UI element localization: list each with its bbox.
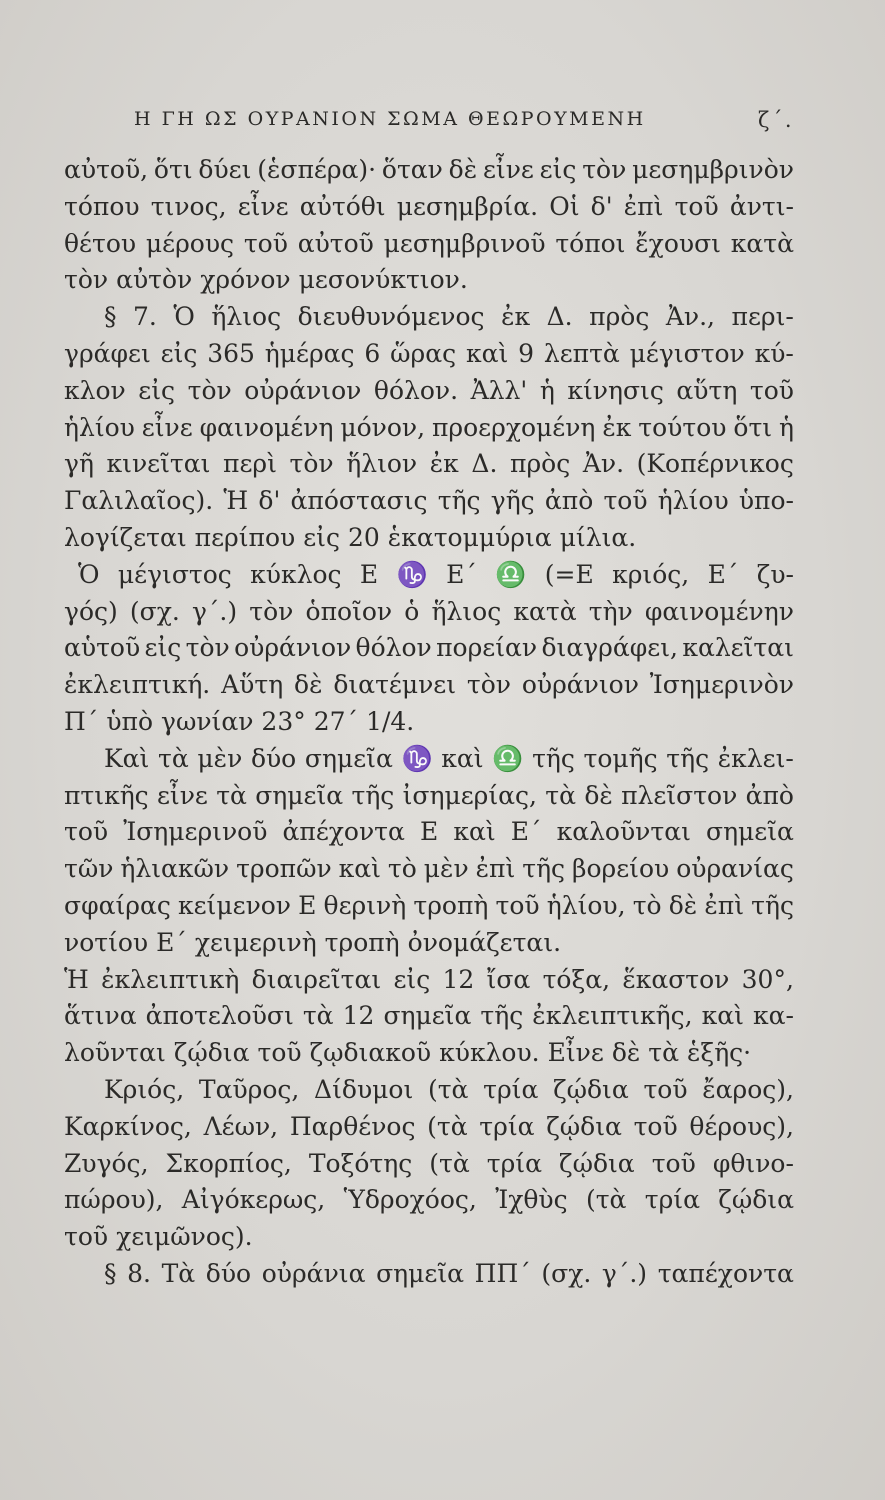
text-line: τῶν ἡλιακῶν τροπῶν καὶ τὸ μὲν ἐπὶ τῆς βορείου οὐρανίας	[64, 854, 794, 884]
text-line: σφαίρας κείμενον Ε θερινὴ τροπὴ τοῦ ἡλίου, τὸ δὲ ἐπὶ τῆς	[64, 890, 794, 920]
text-line: τὸν αὐτὸν χρόνον μεσονύκτιον.	[64, 265, 468, 295]
text-line: ἐκλειπτική. Αὕτη δὲ διατέμνει τὸν οὐράνιον Ἰσημερινὸν	[64, 670, 794, 700]
text-line: τόπου τινος, εἶνε αὐτόθι μεσημβρία. Οἱ δ' ἐπὶ τοῦ ἀντι-	[64, 191, 794, 221]
page-header	[64, 100, 794, 140]
text-line: τοῦ χειμῶνος).	[64, 1222, 253, 1252]
text-line: Ὁ μέγιστος κύκλος Ε ♑ Ε΄ ♎ (=Ε κριός, Ε΄ ζυ-	[78, 559, 794, 589]
text-line: πτικῆς εἶνε τὰ σημεῖα τῆς ἰσημερίας, τὰ δὲ πλεῖστον ἀπὸ	[64, 780, 794, 810]
text-line: κλον εἰς τὸν οὐράνιον θόλον. Ἀλλ' ἡ κίνησις αὕτη τοῦ	[64, 375, 794, 405]
body-text	[64, 152, 794, 1293]
running-head: Η ΓΗ ΩΣ ΟΥΡΑΝΙΟΝ ΣΩΜΑ ΘΕΩΡΟΥΜΕΝΗ	[134, 108, 646, 130]
text-line: Κριός, Ταῦρος, Δίδυμοι (τὰ τρία ζῴδια τοῦ ἔαρος),	[104, 1074, 794, 1104]
text-line: λογίζεται περίπου εἰς 20 ἑκατομμύρια μίλια.	[64, 522, 637, 552]
text-line: γράφει εἰς 365 ἡμέρας 6 ὥρας καὶ 9 λεπτὰ μέγιστον κύ-	[64, 338, 794, 368]
text-line: πώρου), Αἰγόκερως, Ὑδροχόος, Ἰχθὺς (τὰ τρία ζῴδια	[64, 1185, 794, 1215]
text-line: γός) (σχ. γ΄.) τὸν ὁποῖον ὁ ἥλιος κατὰ τὴν φαινομένην	[64, 596, 794, 626]
text-line: τοῦ Ἰσημερινοῦ ἀπέχοντα Ε καὶ Ε΄ καλοῦνται σημεῖα	[64, 817, 794, 847]
text-line: Ἡ ἐκλειπτικὴ διαιρεῖται εἰς 12 ἴσα τόξα, ἕκαστον 30°,	[64, 964, 794, 994]
text-line: αὑτοῦ εἰς τὸν οὐράνιον θόλον πορείαν διαγράφει, καλεῖται	[64, 633, 794, 663]
text-line: γῆ κινεῖται περὶ τὸν ἥλιον ἐκ Δ. πρὸς Ἀν. (Κοπέρνικος	[64, 449, 794, 479]
text-line: § 8. Τὰ δύο οὐράνια σημεῖα ΠΠ΄ (σχ. γ΄.) ταπέχοντα	[104, 1258, 794, 1288]
text-line: νοτίου Ε΄ χειμερινὴ τροπὴ ὀνομάζεται.	[64, 927, 562, 957]
page-number: ζ΄.	[757, 108, 794, 132]
text-line: ἅτινα ἀποτελοῦσι τὰ 12 σημεῖα τῆς ἐκλειπτικῆς, καὶ κα-	[64, 1001, 794, 1031]
text-line: Ζυγός, Σκορπίος, Τοξότης (τὰ τρία ζῴδια τοῦ φθινο-	[64, 1148, 794, 1178]
text-line: ἡλίου εἶνε φαινομένη μόνον, προερχομένη ἐκ τούτου ὅτι ἡ	[64, 412, 794, 442]
text-line: § 7. Ὁ ἥλιος διευθυνόμενος ἐκ Δ. πρὸς Ἀν., περι-	[104, 302, 794, 332]
text-line: Καρκίνος, Λέων, Παρθένος (τὰ τρία ζῴδια τοῦ θέρους),	[64, 1111, 794, 1141]
text-line: Καὶ τὰ μὲν δύο σημεῖα ♑ καὶ ♎ τῆς τομῆς τῆς ἐκλει-	[104, 743, 794, 773]
text-line: Γαλιλαῖος). Ἡ δ' ἀπόστασις τῆς γῆς ἀπὸ τοῦ ἡλίου ὑπο-	[64, 486, 794, 516]
text-line: θέτου μέρους τοῦ αὐτοῦ μεσημβρινοῦ τόποι ἔχουσι κατὰ	[64, 228, 794, 258]
text-line: Π΄ ὑπὸ γωνίαν 23° 27΄ 1/4.	[64, 706, 415, 736]
text-line: λοῦνται ζῴδια τοῦ ζῳδιακοῦ κύκλου. Εἶνε δὲ τὰ ἑξῆς·	[64, 1038, 752, 1068]
text-line: αὐτοῦ, ὅτι δύει (ἑσπέρα)· ὅταν δὲ εἶνε εἰς τὸν μεσημβρινὸν	[64, 155, 794, 184]
